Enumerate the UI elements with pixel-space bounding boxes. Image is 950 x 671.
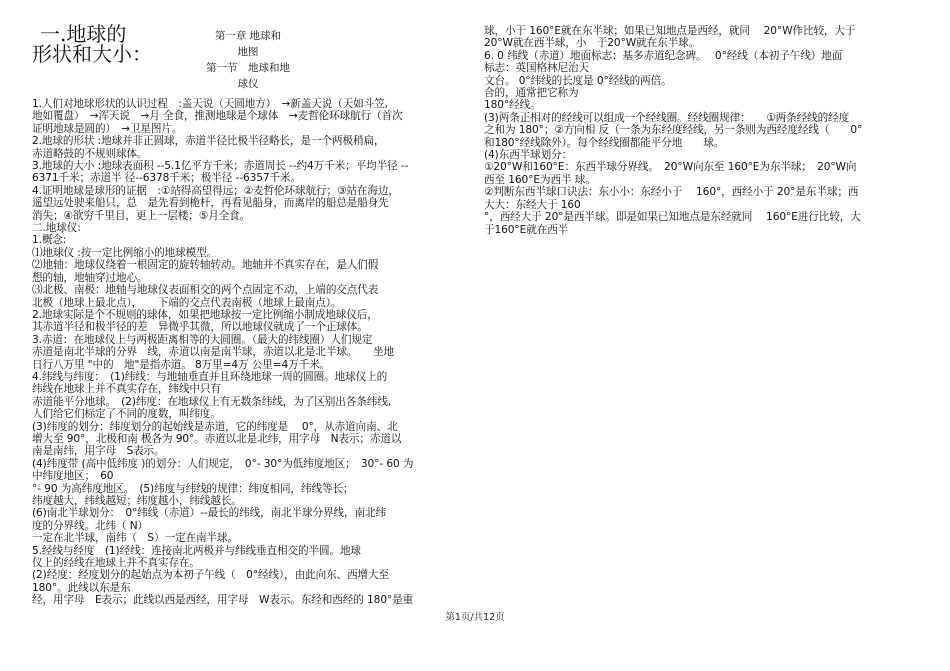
- text-line: 4.证明地球是球形的证据 :①站得高望得远；②麦哲伦环球航行；③站在海边，: [32, 184, 399, 197]
- text-line: ⑴地球仪 :按一定比例缩小的地球模型。: [32, 246, 218, 259]
- page-footer: 第1页/共12页: [445, 612, 505, 623]
- text-line: 1.概念:: [32, 234, 67, 247]
- text-line: 之和为 180°；②方向相 反（一条为东经度经线，另一条则为西经度经线（ 0°: [484, 124, 863, 137]
- chapter-heading: [192, 28, 304, 92]
- text-line: 180°经线。: [484, 99, 541, 112]
- text-line: 纬度越大，纬线越短；纬度越小，纬线越长。: [32, 495, 242, 507]
- text-line: 于160°E就在西半: [484, 223, 569, 236]
- text-line: 2.地球实际是个不规则的球体，如果把地球按一定比例缩小制成地球仪后，: [32, 308, 378, 321]
- text-line: 仪上的经线在地球上并不真实存在。: [32, 557, 200, 570]
- text-line: (4)东西半球划分：: [484, 149, 573, 162]
- text-line: ②判断东西半球口诀法：东小小：东经小于 160°，西经小于 20°是东半球；西: [484, 186, 859, 199]
- text-line: (3)两条正相对的经线可以组成一个经线圈。经线圈规律： ①两条经线的经度: [484, 111, 850, 124]
- text-line: ⑵地轴：地球仪绕着一根固定的旋转轴转动。地轴并不真实存在，是人们假: [32, 259, 379, 272]
- chapter-heading-line: 地图: [237, 46, 259, 58]
- text-line: 6371千米；赤道半 径--6378千米；极半径 --6357千米。: [32, 172, 302, 185]
- text-line: 经，用字母 E表示；此线以西是西经，用字母 W表示。东经和西经的 180°是重: [32, 594, 414, 607]
- text-line: °，西经大于 20°是西半球。即是如果已知地点是东经就同 160°E进行比较，大: [484, 211, 861, 224]
- text-line: 180°。此线以东是东: [32, 581, 131, 594]
- chapter-heading-line: 球仪: [237, 78, 259, 90]
- text-line: 其赤道半径和极半径的差 异微乎其微，所以地球仪就成了一个正球体。: [32, 321, 368, 334]
- text-line: 球，小于 160°E就在东半球；如果已知地点是西经，就同 20°W作比较，大于: [484, 25, 856, 37]
- text-line: 3.地球的大小 :地球表面积 --5.1亿平方千米；赤道周长 --约4万千米；平均半径 --: [32, 160, 409, 173]
- text-line: 赤道略鼓的不规则球体。: [32, 147, 148, 160]
- text-line: 日行八万里 "中的 地"是指赤道。 8万里=4万 公里=4万千米。: [32, 358, 331, 371]
- text-line: 想的轴，地轴穿过地心。: [32, 271, 148, 284]
- text-line: 4.纬线与纬度： (1)纬线：与地轴垂直并且环绕地球一周的圆圈。地球仪上的: [32, 370, 388, 383]
- text-line: 5.经线与经度 (1)经线：连接南北两极并与纬线垂直相交的半圆。地球: [32, 544, 361, 557]
- section-title: [32, 24, 152, 64]
- text-line: 人们给它们标定了不同的度数，叫纬度。: [32, 408, 221, 421]
- text-line: 标志：英国格林尼治天: [484, 62, 589, 75]
- text-line: ①20°W和160°E：东西半球分界线。 20°W向东至 160°E为东半球； 20°W向: [484, 161, 857, 174]
- text-line: 地如覆盘） →浑天说 →月 全食，推测地球是个球体 →麦哲伦环球航行（首次: [32, 110, 403, 123]
- text-line: 6. 0 纬线（赤道）地面标志：基多赤道纪念碑。 0°经线（本初子午线）地面: [484, 49, 843, 62]
- text-line: 3.赤道：在地球仪上与两极距离相等的大圆圈。（最大的纬线圈）人们规定: [32, 333, 373, 346]
- text-line: ⑶北极、南极：地轴与地球仪表面相交的两个点固定不动，上端的交点代表: [32, 284, 379, 297]
- chapter-heading-line: 第一节 地球和地: [206, 62, 290, 74]
- text-line: 北极（地球上最北点）， 下端的交点代表南极（地球上最南点）。: [32, 296, 342, 309]
- text-line: 2.地球的形状 :地球并非正圆球，赤道半径比极半径略长，是一个两极稍扁，: [32, 135, 385, 148]
- left-column: [32, 98, 472, 607]
- text-line: 20°W就在西半球，小 于20°W就在东半球。: [484, 37, 700, 50]
- text-line: 赤道能平分地球。 (2)纬度：在地球仪上有无数条纬线，为了区别出各条纬线,: [32, 395, 391, 408]
- text-line: 遥望远处驶来船只，总 是先看到桅杆，再看见船身，而离岸的船总是船身先: [32, 197, 389, 210]
- text-line: 二.地球仪:: [32, 222, 81, 235]
- text-line: 西至 160°E为西半 球。: [484, 173, 596, 186]
- text-line: 消失；④欲穷千里目，更上一层楼；⑤月全食。: [32, 209, 251, 222]
- text-line: (2)经度：经度划分的起始点为本初子午线（ 0°经线），由此向东、西增大至: [32, 569, 390, 582]
- text-line: 和180°经线除外）。每个经线圈都能平分地 球。: [484, 136, 725, 149]
- text-line: 南是南纬，用字母 S表示。: [32, 445, 165, 458]
- text-line: 1.人们对地球形状的认识过程 :盖天说（天圆地方） →新盖天说（天如斗笠,: [32, 98, 388, 110]
- text-line: 大大：东经大于 160: [484, 198, 581, 211]
- text-line: 增大至 90°，北极和南 极各为 90°。赤道以北是北纬，用字母 N表示；赤道以: [32, 432, 402, 445]
- text-line: 合的，通常把它称为: [484, 87, 579, 100]
- text-line: 中纬度地区； 60: [32, 470, 114, 483]
- text-line: 一定在北半球，南纬（ S）一定在南半球。: [32, 532, 239, 545]
- text-line: (3)纬度的划分：纬度划分的起始线是赤道，它的纬度是 0°，从赤道向南、北: [32, 420, 398, 433]
- text-line: 赤道是南北半球的分界 线，赤道以南是南半球，赤道以北是北半球。 坐地: [32, 346, 394, 359]
- section-title-line: 形状和大小：: [32, 42, 152, 66]
- text-line: (4)纬度带 (高中低纬度 )的划分：人们规定， 0°- 30°为低纬度地区； 30°- 60 为: [32, 457, 414, 470]
- right-column: [484, 25, 916, 236]
- text-line: 证明地球是圆的） →卫星图片。: [32, 122, 183, 135]
- text-line: 文台。 0°纬线的长度是 0°经线的两倍。: [484, 74, 672, 87]
- text-line: 纬线在地球上并不真实存在，纬线中只有: [32, 383, 221, 396]
- text-line: (6)南北半球划分： 0°纬线（赤道）--最长的纬线，南北半球分界线，南北纬: [32, 507, 386, 520]
- section-title-line: 一.地球的: [40, 22, 127, 46]
- text-line: °- 90 为高纬度地区。 (5)纬度与纬线的规律：纬度相同，纬线等长；: [32, 482, 354, 495]
- text-line: 度的分界线。北纬（ N）: [32, 519, 149, 532]
- chapter-heading-line: 第一章 地球和: [214, 30, 282, 42]
